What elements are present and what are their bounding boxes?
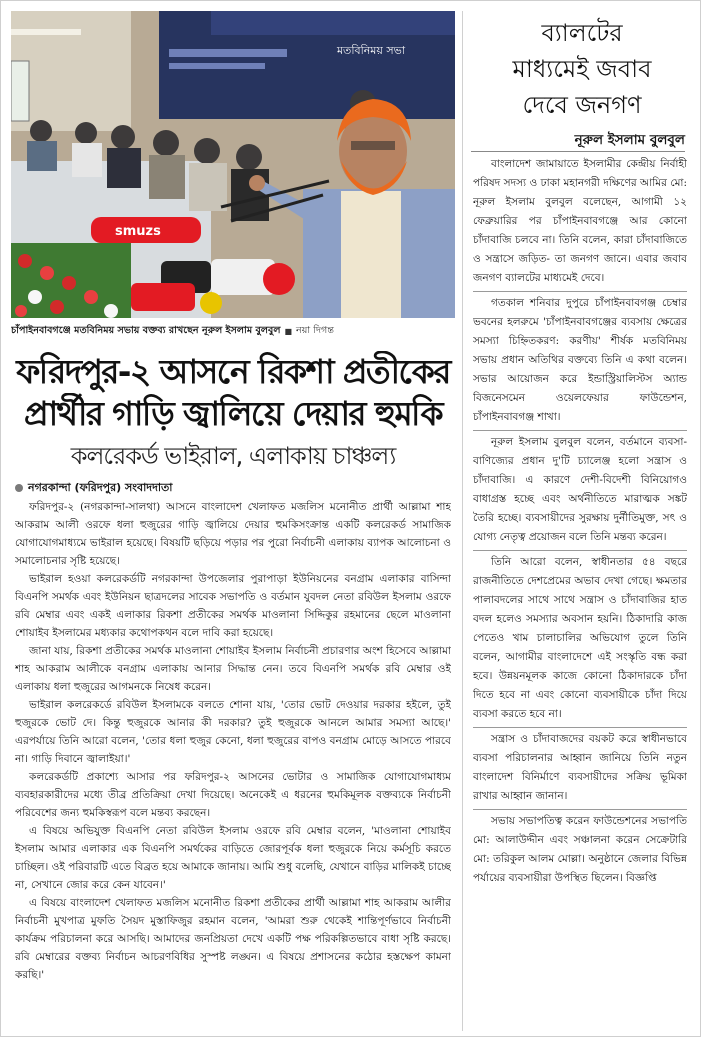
banner-title: মতবিনিময় সভা — [336, 44, 406, 57]
caption-text: চাঁপাইনবাবগঞ্জে মতবিনিময় সভায় বক্তব্য রাখছেন নূরুল ইসলাম বুলবুল — [11, 324, 281, 336]
left-paragraph: ফরিদপুর-২ (নগরকান্দা-সালথা) আসনে বাংলাদেশ খেলাফত মজলিস মনোনীত প্রার্থী আল্লামা শাহ আকরাম আলী ওরফে ধলা হুজুরের গাড়ি জ্বালিয়ে দেয়ার হুমকিসংক্রান্ত একটি কলরেকর্ড সামাজিক যোগাযোগমাধ্যমে ভাইরাল হয়েছে। বিষয়টি ছড়িয়ে পড়ার পর পুরো নির্বাচনী এলাকায় ব্যাপক আলোচনা ও সমালোচনার সৃষ্টি হয়েছে। — [15, 501, 451, 567]
left-paragraph: এ বিষয়ে অভিযুক্ত বিএনপি নেতা রবিউল ইসলাম ওরফে রবি মেম্বার বলেন, 'মাওলানা শোয়াইব ইসলাম আমার এলাকার এক বিএনপি সমর্থকের বাড়িতে জোরপূর্বক ধলা হুজুরকে নিয়ে কর্মসূচি করতে চাচ্ছিল। ওই পরিবারটি এতে বিব্রত হয়ে আমাকে জানায়। আমি শুধু বলেছি, যেখানে বাড়ির মালিকই চাচ্ছে না, সেখানে জোর করে কেন যাবেন।' — [15, 825, 451, 891]
left-paragraph: এ বিষয়ে বাংলাদেশ খেলাফত মজলিস মনোনীত রিকশা প্রতীকের প্রার্থী আল্লামা শাহ আকরাম আলীর নির্বাচনী মুখপাত্র মুফতি সৈয়দ মুস্তাফিজুর রহমান বলেন, 'আমরা শুরু থেকেই শান্তিপূর্ণভাবে নির্বাচনী কার্যক্রম পরিচালনা করে আসছি। আমাদের জনপ্রিয়তা দেখে একটি পক্ষ পরিকল্পিতভাবে বাধা সৃষ্টি করছে। রবি মেম্বারের বক্তব্য নির্বাচন আচরণবিধির সুস্পষ্ট লঙ্ঘন। এ বিষয়ে প্রশাসনের কঠোর হস্তক্ষেপ কামনা করছি।' — [15, 897, 451, 981]
left-article-body — [15, 498, 451, 1032]
photo-caption — [11, 322, 455, 340]
news-photo — [11, 11, 455, 318]
headline-line-2: প্রার্থীর গাড়ি জ্বালিয়ে দেয়ার হুমকি — [23, 394, 442, 433]
right-paragraph: গতকাল শনিবার দুপুরে চাঁপাইনবাবগঞ্জ চেম্বার ভবনের হলরুমে 'চাঁপাইনবাবগঞ্জের ব্যবসায় ক্ষেত্রের সমস্যা চিহ্নিতকরণ: করণীয়' শীর্ষক মতবিনিময় সভায় প্রধান অতিথির বক্তব্যে তিনি এ কথা বলেন। সভার আয়োজন করে ইন্ডাস্ট্রিয়ালিস্টস অ্যান্ড বিজনেসমেন ওয়েলফেয়ার ফাউন্ডেশন, চাঁপাইনবাবগঞ্জ শাখা। — [473, 292, 687, 431]
right-paragraph: সন্ত্রাস ও চাঁদাবাজদের বয়কট করে স্বাধীনভাবে ব্যবসা পরিচালনার আহ্বান জানিয়ে তিনি নতুন বাংলাদেশ বিনির্মাণে ব্যবসায়ীদের সক্রিয় ভূমিকা রাখার আহ্বান জানান। — [473, 728, 687, 810]
bullet-icon — [15, 484, 23, 492]
right-headline — [473, 15, 691, 123]
headline-line-1: ফরিদপুর-২ আসনে রিকশা প্রতীকের — [16, 352, 450, 391]
mic-brand-label: smuzs — [115, 224, 161, 239]
meeting-illustration — [11, 11, 455, 318]
right-article-body — [473, 153, 687, 1027]
right-headline-line-3: দেবে জনগণ — [522, 91, 642, 119]
right-paragraph: তিনি আরো বলেন, স্বাধীনতার ৫৪ বছরে রাজনীতিতে দেশপ্রেমের অভাব দেখা গেছে। ক্ষমতার পালাবদলের সাথে সাথে সন্ত্রাস ও চাঁদাবাজির হাত বদল হলেও সমস্যার অবসান হয়নি। ঠিকাদারি কাজ পেতেও খাম চালাচালির অভিযোগ তুলে তিনি বলেন, আগামীর বাংলাদেশে এই সংস্কৃতি বন্ধ করা হবে। উন্নয়নমূলক কাজে কোনো ঠিকাদারকে চাঁদা দিতে হবে না এবং কোনো ব্যবসায়ীকে চাঁদা দিয়ে ব্যবসা করতে হবে না। — [473, 551, 687, 728]
left-paragraph: কলরেকর্ডটি প্রকাশ্যে আসার পর ফরিদপুর-২ আসনের ভোটার ও সামাজিক যোগাযোগমাধ্যম ব্যবহারকারীদের মধ্যে তীব্র প্রতিক্রিয়া দেখা দিয়েছে। অনেকেই এ ধরনের হুমকিমূলক বক্তব্যকে নির্বাচনী পরিবেশের জন্য হুমকিস্বরূপ বলে মন্তব্য করছেন। — [15, 771, 451, 819]
column-divider — [462, 11, 463, 1031]
caption-square-icon: ■ — [284, 326, 293, 336]
left-paragraph: ভাইরাল কলরেকর্ডে রবিউল ইসলামকে বলতে শোনা যায়, 'তোর ভোট দেওয়ার দরকার হইলে, তুই হুজুরকে ভোট দে। কিন্তু হুজুরকে আনার কী দরকার? তুই হুজুরকে আনলে আমার সমস্যা আছে।' এরপর্যায়ে তিনি আরো বলেন, 'তোর ধলা হুজুর কেনো, ধলা হুজুরের বাপও বনগ্রাম মোড়ে আসতে পারবে না। গাড়ি দিবানে জ্বালাইয়া।' — [15, 699, 451, 765]
subheadline: কলরেকর্ড ভাইরাল, এলাকায় চাঞ্চল্য — [70, 442, 396, 470]
left-paragraph: জানা যায়, রিকশা প্রতীকের সমর্থক মাওলানা শোয়াইব ইসলাম নির্বাচনী প্রচারণার অংশ হিসেবে আল্লামা শাহ আকরাম আলীকে বনগ্রাম এলাকায় আনার সিদ্ধান্ত নেন। তবে বিএনপি সমর্থক রবি মেম্বার ওই এলাকায় ধলা হুজুরের আগমনকে নিষেধ করেন। — [15, 645, 451, 693]
byline — [15, 479, 172, 498]
left-paragraph: ভাইরাল হওয়া কলরেকর্ডটি নগরকান্দা উপজেলার পুরাপাড়া ইউনিয়নের বনগ্রাম এলাকার বাসিন্দা বিএনপি সমর্থক এবং ইউনিয়ন ছাত্রদলের সাবেক সভাপতি ও বর্তমান যুবদল নেতা রবিউল ইসলাম ওরফে রবি মেম্বার এবং একই এলাকার রিকশা প্রতীকের সমর্থক মাওলানা সিদ্দিকুর রহমানের ছেলে মাওলানা শোয়াইব ইসলামের মধ্যকার কথোপকথন বলে দাবি করা হয়েছে। — [15, 573, 451, 639]
right-headline-line-2: মাধ্যমেই জবাব — [512, 55, 652, 83]
byline-text: নগরকান্দা (ফরিদপুর) সংবাদদাতা — [28, 481, 173, 494]
flower-decoration — [11, 243, 131, 318]
caption-source: নয়া দিগন্ত — [296, 324, 334, 336]
right-paragraph: সভায় সভাপতিত্ব করেন ফাউন্ডেশনের সভাপতি মো: আলাউদ্দীন এবং সঞ্চালনা করেন সেক্রেটারি মো: তরিকুল আলম মোল্লা। অনুষ্ঠানে জেলার বিভিন্ন পর্যায়ের ব্যবসায়ীরা উপস্থিত ছিলেন। বিজ্ঞপ্তি — [473, 815, 687, 884]
right-paragraph: বাংলাদেশ জামায়াতে ইসলামীর কেন্দ্রীয় নির্বাহী পরিষদ সদস্য ও ঢাকা মহানগরী দক্ষিণের আমির মো: নূরুল ইসলাম বুলবুল বলেছেন, আগামী ১২ ফেব্রুয়ারির পর চাঁপাইনবাবগঞ্জে আর কোনো চাঁদাবাজি চলবে না। তিনি বলেন, কারা চাঁদাবাজিতে ও সন্ত্রাসে জড়িত- তা জনগণ জানে। এবার জবাব জনগণ ব্যালটের মাধ্যমেই দেবে। — [473, 153, 687, 292]
right-paragraph: নূরুল ইসলাম বুলবুল বলেন, বর্তমানে ব্যবসা-বাণিজ্যের প্রধান দু'টি চ্যালেঞ্জ হলো সন্ত্রাস ও চাঁদাবাজি। এ কারণে দেশী-বিদেশী বিনিয়োগও বাধাগ্রস্ত হচ্ছে এবং অর্থনীতিতে মারাত্মক সঙ্কট তৈরি হচ্ছে। ব্যবসায়ীদের সুরক্ষায় দুর্নীতিমুক্ত, সৎ ও যোগ্য নেতৃত্ব প্রয়োজন বলে তিনি মন্তব্য করেন। — [473, 431, 687, 551]
right-author-rule — [471, 151, 685, 152]
right-author: নূরুল ইসলাম বুলবুল — [574, 132, 685, 148]
right-headline-line-1: ব্যালটের — [541, 19, 623, 47]
